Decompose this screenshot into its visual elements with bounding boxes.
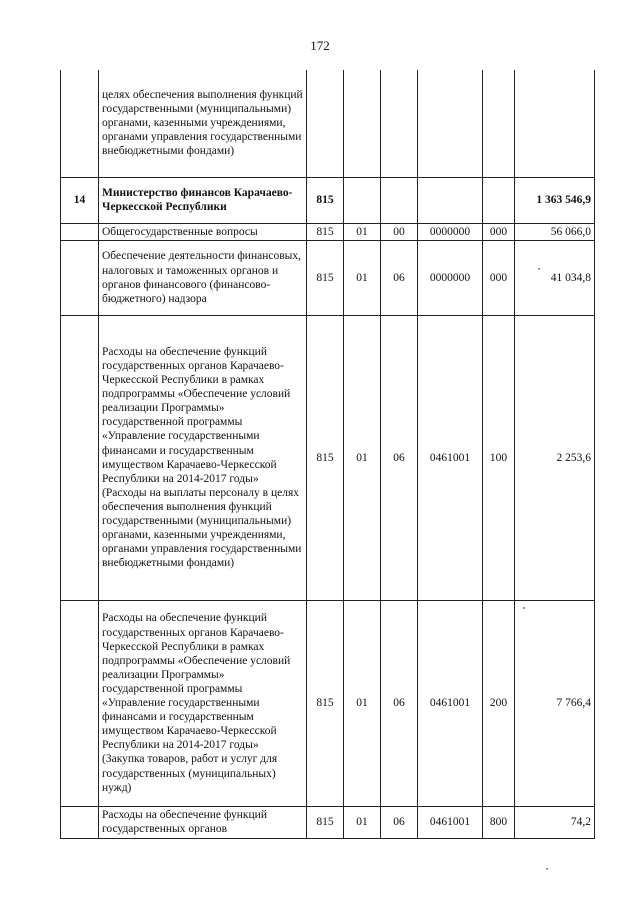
target-article-code: 0461001 — [418, 315, 483, 600]
row-number — [61, 600, 99, 806]
ved-code: 815 — [307, 806, 344, 838]
row-description: Обеспечение деятельности финансовых, налоговых и таможенных органов и органов финансового (финансово-бюджетного) надзора — [99, 240, 307, 315]
scan-speck — [538, 268, 540, 270]
row-description: Расходы на обеспечение функций государственных органов — [99, 806, 307, 838]
amount: 7 766,4 — [515, 600, 595, 806]
section-code — [344, 70, 381, 177]
row-number — [61, 315, 99, 600]
row-description: Общегосударственные вопросы — [99, 223, 307, 240]
table-row — [61, 315, 595, 600]
subsection-code — [381, 70, 418, 177]
expense-type-code: 800 — [483, 806, 515, 838]
amount: 1 363 546,9 — [515, 177, 595, 223]
subsection-code: 06 — [381, 240, 418, 315]
expense-type-code: 100 — [483, 315, 515, 600]
row-number — [61, 806, 99, 838]
expense-type-code: 000 — [483, 240, 515, 315]
row-description: Расходы на обеспечение функций государственных органов Карачаево-Черкесской Республики в рамках подпрограммы «Обеспечение условий реализации Программы» государственной программы «Управление государственными финансами и государственным имуществом Карачаево-Черкесской Республики на 2014-2017 годы» (Закупка товаров, работ и услуг для государственных (муниципальных) нужд) — [99, 600, 307, 806]
target-article-code: 0461001 — [418, 600, 483, 806]
ved-code — [307, 70, 344, 177]
target-article-code: 0000000 — [418, 223, 483, 240]
expense-type-code — [483, 177, 515, 223]
section-code: 01 — [344, 223, 381, 240]
row-description: Расходы на обеспечение функций государственных органов Карачаево-Черкесской Республики в рамках подпрограммы «Обеспечение условий реализации Программы» государственной программы «Управление государственными финансами и государственным имуществом Карачаево-Черкесской Республики на 2014-2017 годы» (Расходы на выплаты персоналу в целях обеспечения выполнения функций государственными (муниципальными) органами, казенными учреждениями, органами управления государственными внебюджетными фондами) — [99, 315, 307, 600]
row-number — [61, 70, 99, 177]
section-code: 01 — [344, 240, 381, 315]
ved-code: 815 — [307, 240, 344, 315]
budget-table — [60, 70, 595, 839]
ved-code: 815 — [307, 223, 344, 240]
section-code — [344, 177, 381, 223]
subsection-code: 00 — [381, 223, 418, 240]
amount: 2 253,6 — [515, 315, 595, 600]
ved-code: 815 — [307, 600, 344, 806]
row-number: 14 — [61, 177, 99, 223]
table-row — [61, 177, 595, 223]
subsection-code: 06 — [381, 315, 418, 600]
subsection-code: 06 — [381, 600, 418, 806]
section-code: 01 — [344, 806, 381, 838]
row-number — [61, 240, 99, 315]
target-article-code — [418, 70, 483, 177]
ved-code: 815 — [307, 315, 344, 600]
target-article-code: 0000000 — [418, 240, 483, 315]
row-number — [61, 223, 99, 240]
table-row — [61, 806, 595, 838]
expense-type-code — [483, 70, 515, 177]
table-row — [61, 223, 595, 240]
table-row — [61, 600, 595, 806]
scan-speck — [546, 868, 548, 870]
expense-type-code: 200 — [483, 600, 515, 806]
page-number: 172 — [310, 38, 330, 53]
table-row — [61, 240, 595, 315]
amount: 74,2 — [515, 806, 595, 838]
amount — [515, 70, 595, 177]
subsection-code: 06 — [381, 806, 418, 838]
target-article-code — [418, 177, 483, 223]
subsection-code — [381, 177, 418, 223]
scan-speck — [523, 607, 525, 609]
table-row — [61, 70, 595, 177]
row-description: Министерство финансов Карачаево-Черкесской Республики — [99, 177, 307, 223]
expense-type-code: 000 — [483, 223, 515, 240]
section-code: 01 — [344, 600, 381, 806]
amount: 41 034,8 — [515, 240, 595, 315]
target-article-code: 0461001 — [418, 806, 483, 838]
amount: 56 066,0 — [515, 223, 595, 240]
ved-code: 815 — [307, 177, 344, 223]
row-description: целях обеспечения выполнения функций государственными (муниципальными) органами, казенными учреждениями, органами управления государственными внебюджетными фондами) — [99, 70, 307, 177]
section-code: 01 — [344, 315, 381, 600]
